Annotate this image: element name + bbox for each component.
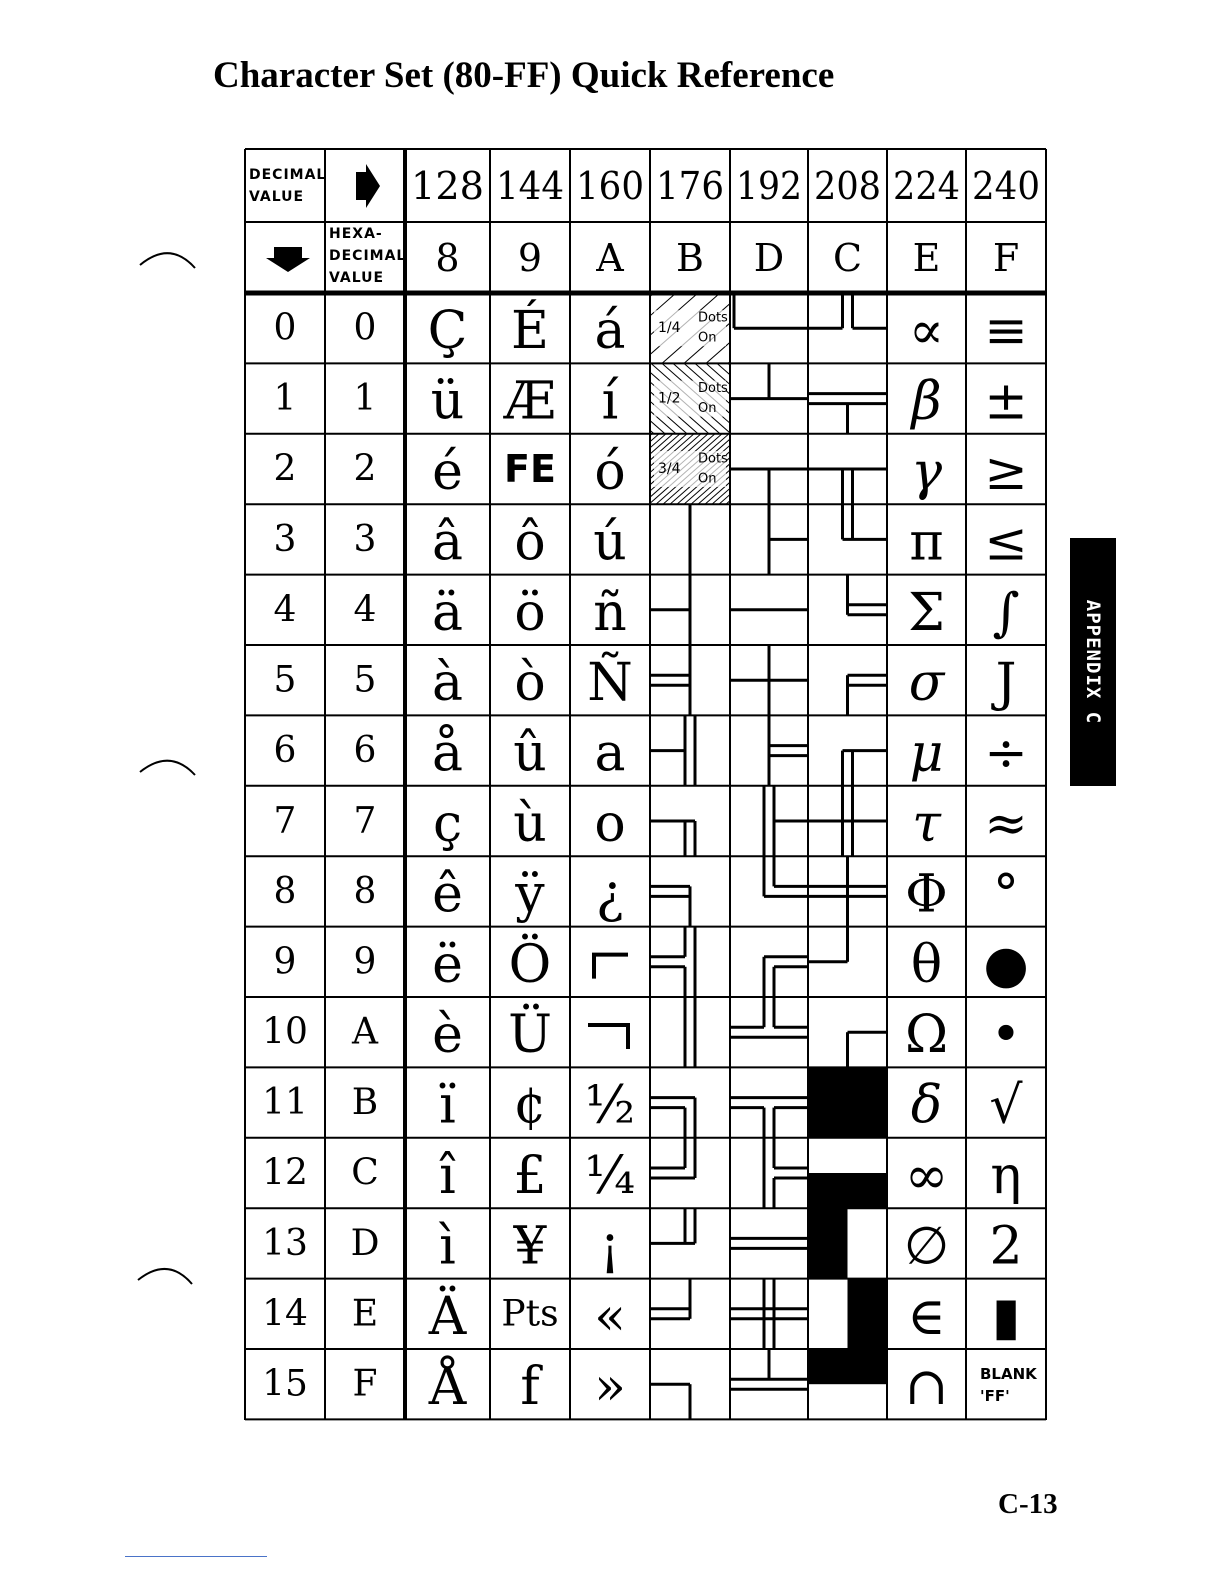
character-glyph: ≤ (984, 512, 1028, 573)
character-glyph: o (594, 794, 626, 854)
character-glyph: ñ (593, 582, 627, 643)
character-glyph: ▮ (991, 1286, 1021, 1347)
hexadecimal-value-caption: DECIMAL (329, 248, 407, 264)
character-glyph: ò (514, 653, 546, 714)
column-hex-label: A (596, 236, 624, 280)
character-glyph: Pts (501, 1293, 559, 1335)
column-decimal-label: 176 (656, 164, 724, 208)
block-glyph (808, 1349, 887, 1384)
character-glyph: ¥ (513, 1216, 547, 1277)
row-hex-value: B (351, 1082, 379, 1124)
shade-hatch (552, 363, 632, 433)
column-hex-label: D (753, 236, 785, 280)
shade-label-text: Dots (698, 381, 728, 397)
character-glyph: f (520, 1357, 540, 1418)
shade-label-text: On (698, 401, 717, 417)
character-glyph: Φ (905, 864, 948, 925)
character-glyph (594, 955, 628, 979)
shade-hatch (805, 363, 885, 433)
character-glyph: ï (439, 1075, 456, 1136)
character-glyph: ∫ (992, 582, 1020, 643)
character-glyph: ≈ (984, 794, 1028, 854)
character-glyph: γ (910, 442, 943, 502)
block-glyph (808, 1173, 887, 1208)
character-glyph: ¼ (584, 1146, 636, 1206)
character-glyph: ê (432, 864, 463, 925)
character-glyph: ● (983, 934, 1029, 995)
row-hex-value: C (351, 1152, 379, 1194)
row-decimal-value: 8 (273, 870, 297, 912)
row-hex-value: 0 (353, 307, 377, 349)
appendix-tab (1070, 538, 1116, 786)
row-hex-value: D (350, 1222, 380, 1264)
character-glyph: FE (504, 447, 556, 491)
decimal-value-caption: VALUE (249, 189, 305, 205)
row-decimal-value: 4 (273, 589, 297, 631)
character-glyph: ∞ (904, 1146, 949, 1206)
row-hex-value: 6 (353, 730, 377, 772)
character-glyph: β (911, 371, 942, 432)
character-glyph: τ (912, 794, 941, 854)
character-glyph: 'FF' (980, 1387, 1010, 1406)
shade-hatch (838, 363, 918, 433)
character-glyph: δ (910, 1075, 943, 1136)
character-glyph: θ (910, 934, 943, 995)
down-arrow-icon (266, 247, 310, 272)
character-glyph: ∝ (908, 301, 945, 362)
shade-fraction-label: 3/4 (658, 461, 681, 477)
block-glyph (848, 1279, 888, 1349)
character-glyph: σ (908, 653, 945, 714)
character-glyph: é (432, 442, 463, 502)
character-glyph: • (990, 1005, 1022, 1066)
character-glyph: Σ (908, 582, 945, 643)
character-glyph: ë (432, 934, 463, 995)
row-decimal-value: 9 (273, 941, 297, 983)
page-title: Character Set (80-FF) Quick Reference (213, 55, 835, 96)
character-glyph: ô (514, 512, 546, 573)
character-glyph: Ç (427, 301, 468, 362)
shade-label-text: Dots (698, 310, 728, 326)
column-hex-label: 8 (435, 236, 460, 280)
row-decimal-value: 6 (273, 730, 297, 772)
shade-fraction-label: 1/2 (658, 390, 681, 407)
character-glyph: ∩ (904, 1357, 949, 1418)
page-number: C-13 (998, 1488, 1058, 1520)
column-decimal-label: 128 (411, 164, 484, 208)
row-hex-value: 2 (353, 448, 377, 490)
character-glyph: √ (989, 1075, 1023, 1136)
character-glyph: Ä (428, 1286, 467, 1347)
character-glyph: ½ (584, 1075, 636, 1136)
block-glyph (808, 1208, 848, 1278)
column-decimal-label: 160 (576, 164, 644, 208)
row-hex-value: A (352, 1011, 378, 1053)
row-decimal-value: 15 (262, 1363, 308, 1405)
hexadecimal-value-caption: HEXA- (329, 226, 383, 242)
row-hex-value: 8 (353, 870, 377, 912)
column-decimal-label: 208 (814, 164, 881, 208)
footer-rule (125, 1556, 267, 1557)
character-glyph: Ω (904, 1005, 949, 1066)
character-glyph: â (431, 512, 464, 573)
row-decimal-value: 5 (273, 659, 297, 701)
character-glyph: £ (513, 1146, 547, 1206)
character-glyph: a (594, 723, 626, 784)
character-glyph: û (513, 723, 547, 784)
decimal-value-caption: DECIMAL (249, 167, 327, 183)
row-hex-value: 9 (353, 941, 377, 983)
column-hex-label: F (992, 236, 1020, 280)
character-glyph: 2 (989, 1216, 1023, 1277)
appendix-tab-label: APPENDIX C (1082, 599, 1104, 725)
shade-hatch (585, 363, 665, 433)
row-decimal-value: 3 (273, 518, 297, 560)
row-decimal-value: 10 (262, 1011, 308, 1053)
column-decimal-label: 192 (736, 164, 802, 208)
column-hex-label: 9 (517, 236, 543, 280)
character-glyph: ≥ (984, 442, 1028, 502)
character-glyph: É (511, 301, 549, 362)
shade-label-text: On (698, 471, 717, 487)
character-glyph: ÿ (515, 864, 545, 925)
character-glyph: ∈ (907, 1286, 946, 1347)
character-glyph: ù (513, 794, 547, 854)
row-decimal-value: 11 (262, 1082, 308, 1124)
row-hex-value: 7 (353, 800, 377, 842)
column-hex-label: C (832, 236, 863, 280)
row-hex-value: F (352, 1363, 378, 1405)
column-decimal-label: 240 (972, 164, 1040, 208)
character-glyph: å (431, 723, 464, 784)
character-glyph: ° (993, 864, 1019, 925)
row-hex-value: 3 (353, 518, 377, 560)
row-decimal-value: 7 (273, 800, 297, 842)
shade-hatch (816, 363, 896, 433)
character-glyph: ç (432, 794, 463, 854)
row-decimal-value: 13 (262, 1222, 308, 1264)
character-glyph: Ü (508, 1005, 552, 1066)
character-glyph: ∅ (903, 1216, 950, 1277)
character-glyph: ¡ (599, 1216, 621, 1277)
character-glyph: η (990, 1146, 1022, 1206)
character-glyph: ¢ (513, 1075, 547, 1136)
column-hex-label: B (676, 236, 704, 280)
character-glyph: Å (428, 1357, 467, 1418)
row-decimal-value: 2 (273, 448, 297, 490)
right-arrow-icon (356, 164, 380, 208)
row-decimal-value: 14 (262, 1293, 308, 1335)
character-glyph: π (909, 512, 944, 573)
character-glyph: ö (514, 582, 546, 643)
character-glyph: à (431, 653, 464, 714)
hexadecimal-value-caption: VALUE (329, 270, 385, 286)
row-hex-value: E (351, 1293, 379, 1335)
row-decimal-value: 0 (273, 307, 297, 349)
character-glyph: ≡ (984, 301, 1028, 362)
character-glyph (588, 1025, 628, 1049)
shade-label-text: On (698, 330, 717, 346)
character-glyph: ú (593, 512, 627, 573)
character-glyph: Ñ (587, 653, 633, 714)
character-glyph: è (432, 1005, 463, 1066)
shade-label-text: Dots (698, 451, 728, 467)
character-glyph: ¿ (596, 864, 624, 925)
character-glyph: « (594, 1286, 626, 1347)
block-glyph (808, 1067, 887, 1137)
column-hex-label: E (912, 236, 941, 280)
row-hex-value: 4 (353, 589, 377, 631)
character-glyph: ± (984, 371, 1028, 432)
character-glyph: î (439, 1146, 456, 1206)
character-glyph: J (995, 653, 1017, 714)
character-glyph: ì (439, 1216, 456, 1277)
character-glyph: » (594, 1357, 626, 1418)
character-glyph: í (601, 371, 619, 432)
character-glyph: ó (594, 442, 626, 502)
character-glyph: á (594, 301, 626, 362)
character-glyph: ü (430, 371, 465, 432)
column-decimal-label: 224 (893, 164, 960, 208)
row-decimal-value: 1 (273, 378, 297, 420)
row-decimal-value: 12 (262, 1152, 308, 1194)
character-glyph: μ (909, 723, 944, 784)
character-glyph: BLANK (980, 1365, 1037, 1384)
character-glyph: ä (431, 582, 464, 643)
shade-fraction-label: 1/4 (658, 320, 681, 337)
row-hex-value: 5 (353, 659, 377, 701)
row-hex-value: 1 (353, 378, 377, 420)
character-glyph: Æ (503, 371, 557, 432)
character-glyph: Ö (508, 934, 552, 995)
column-decimal-label: 144 (496, 164, 564, 208)
shade-hatch (827, 363, 907, 433)
character-glyph: ÷ (984, 723, 1028, 784)
